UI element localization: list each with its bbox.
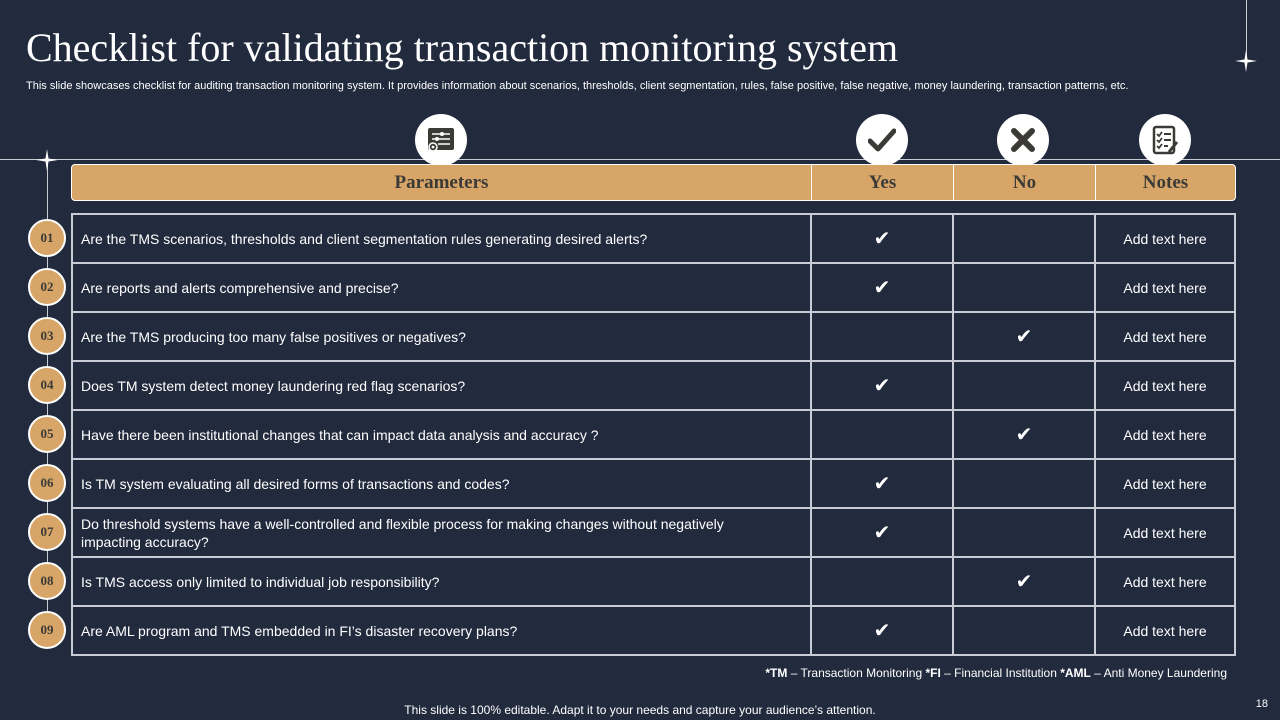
yes-check bbox=[812, 313, 954, 360]
page-subtitle: This slide showcases checklist for auditing transaction monitoring system. It provides information about scenarios, thresholds, client segmentation, rules, false positive, false negative, money laundering, transaction patterns, etc. bbox=[26, 80, 1129, 92]
table-row bbox=[73, 215, 1234, 264]
no-check bbox=[954, 607, 1096, 654]
table-row bbox=[73, 460, 1234, 509]
table-header bbox=[71, 164, 1236, 201]
footnote-aml-abbr: *AML bbox=[1060, 666, 1091, 680]
page-number: 18 bbox=[1255, 698, 1268, 710]
yes-check bbox=[812, 558, 954, 605]
row-number-badge: 01 bbox=[28, 219, 66, 257]
table-row bbox=[73, 313, 1234, 362]
table-row bbox=[73, 264, 1234, 313]
notes-text[interactable]: Add text here bbox=[1123, 426, 1207, 443]
parameter-text: Is TM system evaluating all desired forms of transactions and codes? bbox=[73, 460, 812, 507]
decor-line-horizontal bbox=[0, 159, 1280, 160]
parameter-text: Are AML program and TMS embedded in FI’s disaster recovery plans? bbox=[73, 607, 812, 654]
parameter-text: Are the TMS scenarios, thresholds and client segmentation rules generating desired alerts? bbox=[73, 215, 812, 262]
notes-text[interactable]: Add text here bbox=[1123, 524, 1207, 541]
table-row bbox=[73, 362, 1234, 411]
table-row bbox=[73, 607, 1234, 656]
yes-check: ✔ bbox=[812, 362, 954, 409]
table-row bbox=[73, 411, 1234, 460]
notes-text[interactable]: Add text here bbox=[1123, 328, 1207, 345]
sparkle-icon bbox=[36, 149, 58, 171]
notes-text[interactable]: Add text here bbox=[1123, 573, 1207, 590]
notes-text[interactable]: Add text here bbox=[1123, 475, 1207, 492]
table-row bbox=[73, 558, 1234, 607]
header-notes: Notes bbox=[1142, 171, 1189, 193]
no-check bbox=[954, 264, 1096, 311]
yes-check: ✔ bbox=[812, 460, 954, 507]
row-number-badge: 03 bbox=[28, 317, 66, 355]
no-check bbox=[954, 362, 1096, 409]
footnote-fi-abbr: *FI bbox=[925, 666, 941, 680]
notes-text[interactable]: Add text here bbox=[1123, 279, 1207, 296]
checkmark-icon bbox=[856, 114, 908, 166]
no-check bbox=[954, 460, 1096, 507]
header-yes: Yes bbox=[812, 165, 954, 200]
no-check: ✔ bbox=[954, 411, 1096, 458]
page-title: Checklist for validating transaction monitoring system bbox=[26, 25, 899, 70]
row-number-badge: 09 bbox=[28, 611, 66, 649]
no-check bbox=[954, 215, 1096, 262]
row-number-badge: 05 bbox=[28, 415, 66, 453]
abbreviation-footnote bbox=[765, 666, 1227, 680]
header-no: No bbox=[954, 165, 1096, 200]
no-check: ✔ bbox=[954, 313, 1096, 360]
parameter-text: Have there been institutional changes that can impact data analysis and accuracy ? bbox=[73, 411, 812, 458]
editable-note: This slide is 100% editable. Adapt it to your needs and capture your audience’s attention. bbox=[404, 703, 876, 717]
parameter-text: Is TMS access only limited to individual job responsibility? bbox=[73, 558, 812, 605]
yes-check bbox=[812, 411, 954, 458]
notes-text[interactable]: Add text here bbox=[1123, 377, 1207, 394]
no-check bbox=[954, 509, 1096, 556]
no-check: ✔ bbox=[954, 558, 1096, 605]
parameter-text: Are the TMS producing too many false positives or negatives? bbox=[73, 313, 812, 360]
parameter-text: Are reports and alerts comprehensive and precise? bbox=[73, 264, 812, 311]
yes-check: ✔ bbox=[812, 509, 954, 556]
header-parameters: Parameters bbox=[72, 165, 812, 200]
row-number-badge: 04 bbox=[28, 366, 66, 404]
row-number-badge: 08 bbox=[28, 562, 66, 600]
row-number-badge: 07 bbox=[28, 513, 66, 551]
parameter-text: Does TM system detect money laundering red flag scenarios? bbox=[73, 362, 812, 409]
parameter-text: Do threshold systems have a well-controlled and flexible process for making changes without negatively impacting accuracy? bbox=[73, 509, 812, 556]
table-row bbox=[73, 509, 1234, 558]
footnote-tm-abbr: *TM bbox=[765, 666, 788, 680]
row-number-badge: 02 bbox=[28, 268, 66, 306]
notes-list-icon bbox=[1139, 114, 1191, 166]
checklist-table bbox=[71, 213, 1236, 656]
yes-check: ✔ bbox=[812, 215, 954, 262]
checklist-settings-icon bbox=[415, 114, 467, 166]
notes-text[interactable]: Add text here bbox=[1123, 230, 1207, 247]
yes-check: ✔ bbox=[812, 607, 954, 654]
footnote-fi-text: – Financial Institution bbox=[940, 666, 1061, 680]
footnote-tm-text: – Transaction Monitoring bbox=[787, 666, 926, 680]
notes-text[interactable]: Add text here bbox=[1123, 622, 1207, 639]
row-number-badge: 06 bbox=[28, 464, 66, 502]
yes-check: ✔ bbox=[812, 264, 954, 311]
sparkle-icon bbox=[1235, 50, 1257, 72]
footnote-aml-text: – Anti Money Laundering bbox=[1090, 666, 1227, 680]
cross-icon bbox=[997, 114, 1049, 166]
